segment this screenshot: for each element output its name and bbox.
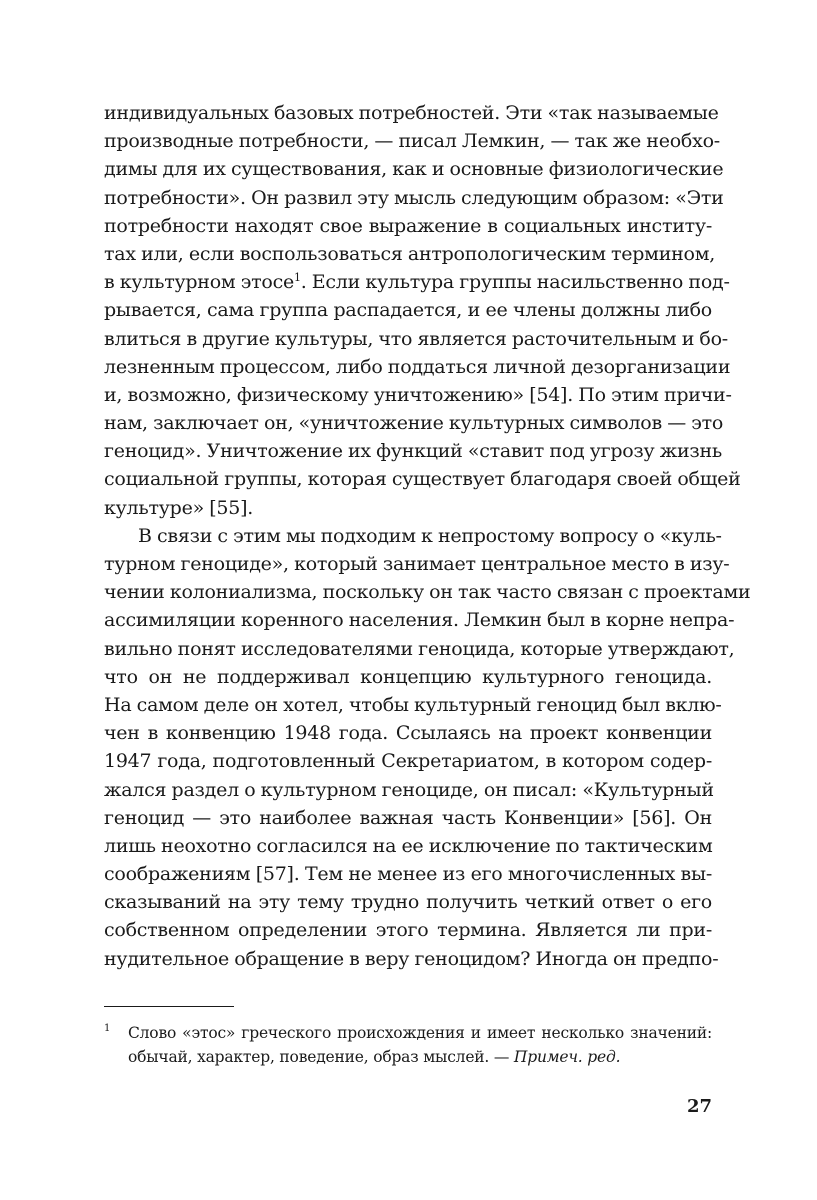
- footnote-text: обычай, характер, поведение, образ мыслей. —: [128, 1048, 514, 1066]
- editor-note: Примеч. ред.: [513, 1048, 621, 1066]
- footnote-reference[interactable]: 1: [293, 271, 301, 285]
- text-line: геноцид». Уничтожение их функций «ставит под угрозу жизнь: [104, 440, 723, 463]
- text-line: тах или, если воспользоваться антропологическим термином,: [104, 242, 716, 265]
- text-segment: . Если культура группы насильственно под-: [300, 271, 730, 294]
- text-line: влиться в другие культуры, что является расточительным и бо-: [104, 327, 728, 350]
- text-line-with-footnote-ref: [104, 268, 730, 296]
- main-text: [104, 99, 751, 973]
- text-line: нудительное обращение в веру геноцидом? Иногда он предпо-: [104, 947, 719, 970]
- text-line: лишь неохотно согласился на ее исключение по тактическим: [104, 834, 713, 857]
- text-line: потребности находят свое выражение в социальных институ-: [104, 214, 712, 237]
- text-line: что он не поддерживал концепцию культурного геноцида.: [104, 665, 712, 688]
- text-line: лезненным процессом, либо поддаться личной дезорганизации: [104, 355, 731, 378]
- text-line: культуре» [55].: [104, 496, 254, 519]
- text-line: производные потребности, — писал Лемкин, — так же необхо-: [104, 130, 720, 153]
- text-line: индивидуальных базовых потребностей. Эти «так называемые: [104, 102, 719, 124]
- text-line-paragraph-start: В связи с этим мы подходим к непростому вопросу о «куль-: [138, 524, 722, 547]
- text-line: чении колониализма, поскольку он так часто связан с проектами: [104, 581, 751, 604]
- footnote-number: 1: [104, 1023, 111, 1034]
- text-line: геноцид — это наиболее важная часть Конвенции» [56]. Он: [104, 806, 712, 829]
- text-segment: в культурном этосе: [104, 271, 294, 294]
- text-line: социальной группы, которая существует благодаря своей общей: [104, 468, 741, 491]
- text-line: нам, заключает он, «уничтожение культурных символов — это: [104, 412, 724, 435]
- text-line: жался раздел о культурном геноциде, он писал: «Культурный: [104, 778, 714, 801]
- text-line: ассимиляции коренного населения. Лемкин был в корне непра-: [104, 609, 735, 632]
- footnote-section: [104, 1021, 712, 1069]
- footnote-line: [104, 1021, 712, 1045]
- text-line: димы для их существования, как и основные физиологические: [104, 158, 724, 181]
- text-line: чен в конвенцию 1948 года. Ссылаясь на проект конвенции: [104, 722, 712, 745]
- footnote-divider: [104, 1006, 234, 1007]
- page-number: 27: [686, 1096, 712, 1117]
- text-line: сказываний на эту тему трудно получить четкий ответ о его: [104, 891, 712, 914]
- text-line: На самом деле он хотел, чтобы культурный геноцид был вклю-: [104, 693, 722, 716]
- footnote-text: Слово «этос» греческого происхождения и имеет несколько значений:: [128, 1024, 712, 1042]
- text-line: потребности». Он развил эту мысль следующим образом: «Эти: [104, 186, 724, 209]
- text-line: турном геноциде», который занимает центральное место в изу-: [104, 553, 730, 575]
- text-line: соображениям [57]. Тем не менее из его многочисленных вы-: [104, 863, 712, 886]
- text-line: собственном определении этого термина. Является ли при-: [104, 919, 712, 942]
- text-line: и, возможно, физическому уничтожению» [54]. По этим причи-: [104, 383, 732, 406]
- text-line: рывается, сама группа распадается, и ее члены должны либо: [104, 299, 712, 322]
- footnote-line: [104, 1045, 712, 1069]
- text-line: вильно понят исследователями геноцида, которые утверждают,: [104, 637, 735, 660]
- text-line: 1947 года, подготовленный Секретариатом, в котором содер-: [104, 750, 712, 773]
